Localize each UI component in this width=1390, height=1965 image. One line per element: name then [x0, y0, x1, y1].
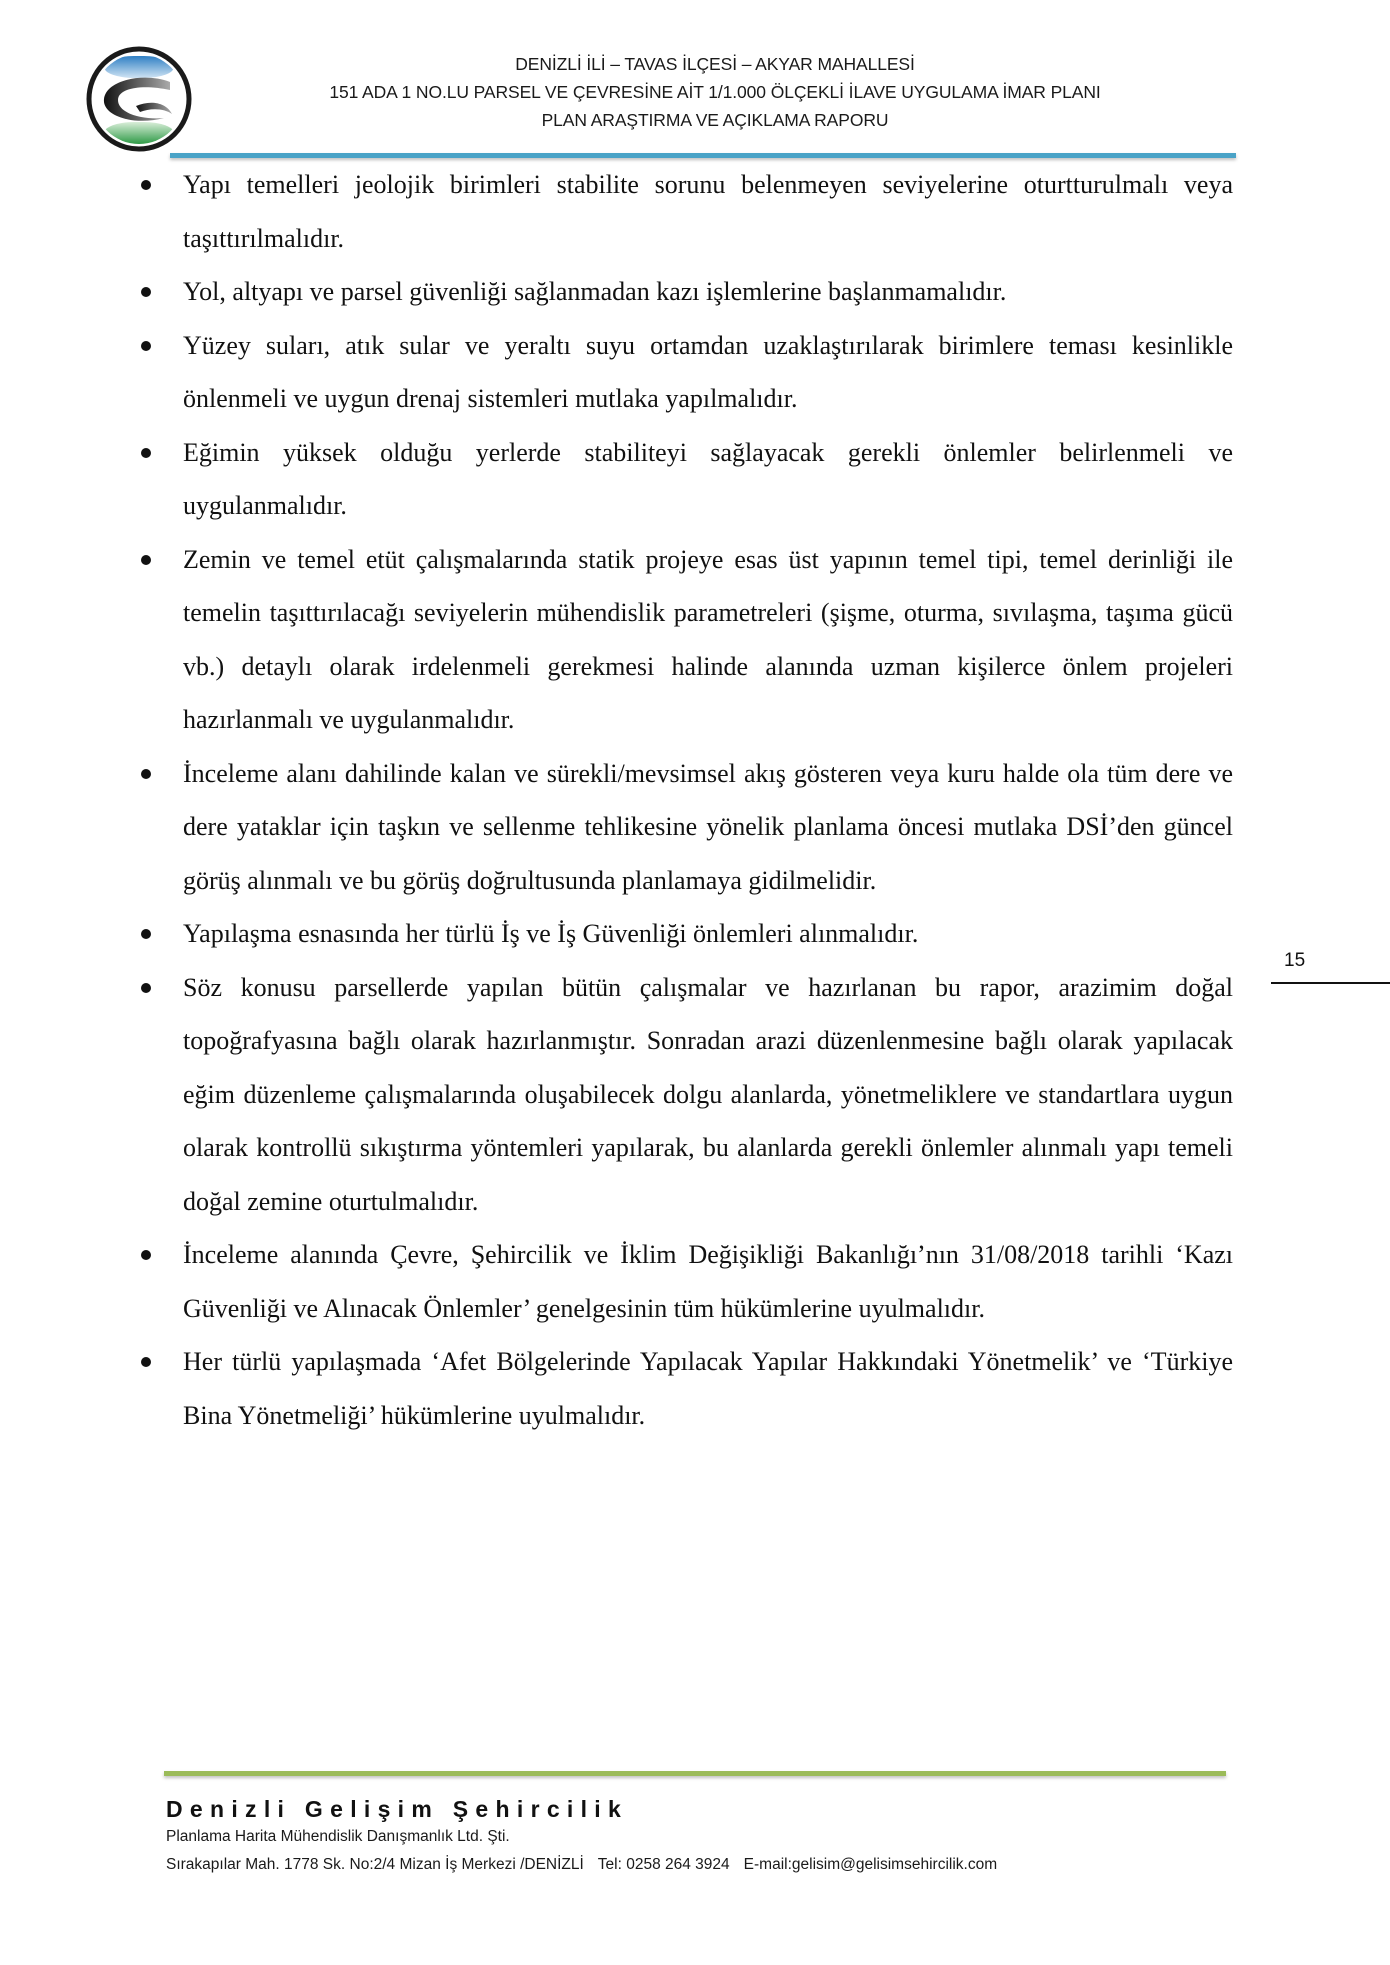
page-number: 15 — [1284, 950, 1306, 971]
footer-contact — [166, 1856, 997, 1874]
footer-company-subtitle: Planlama Harita Mühendislik Danışmanlık Ltd. Şti. — [166, 1828, 510, 1845]
footer-phone: Tel: 0258 264 3924 — [597, 1856, 730, 1873]
bullet-list — [0, 158, 1390, 1442]
list-item: Zemin ve temel etüt çalışmalarında statik projeye esas üst yapının temel tipi, temel derinliği ile temelin taşıttırılacağı seviyelerin mühendislik parametreleri (şişme, oturma, sıvılaşma, taşıma gücü vb.) detaylı olarak irdelenmeli gerekmesi halinde alanında uzman kişilerce önlem projeleri hazırlanmalı ve uygulanmalıdır. — [183, 533, 1233, 747]
bullet-icon — [141, 769, 151, 779]
footer-email: E-mail:gelisim@gelisimsehircilik.com — [743, 1856, 998, 1873]
bullet-icon — [141, 1250, 151, 1260]
list-item: İnceleme alanı dahilinde kalan ve sürekli/mevsimsel akış gösteren veya kuru halde ola tüm dere ve dere yataklar için taşkın ve sellenme tehlikesine yönelik planlama öncesi mutlaka DSİ’den güncel görüş alınmalı ve bu görüş doğrultusunda planlamaya gidilmelidir. — [183, 747, 1233, 908]
bullet-icon — [141, 555, 151, 565]
footer-divider — [164, 1771, 1226, 1776]
bullet-icon — [141, 929, 151, 939]
list-item: Yapılaşma esnasında her türlü İş ve İş Güvenliği önlemleri alınmalıdır. — [183, 907, 1233, 961]
footer-company-name: Denizli Gelişim Şehircilik — [166, 1796, 629, 1822]
list-item: Eğimin yüksek olduğu yerlerde stabiliteyi sağlayacak gerekli önlemler belirlenmeli ve uygulanmalıdır. — [183, 426, 1233, 533]
list-item: Yol, altyapı ve parsel güvenliği sağlanmadan kazı işlemlerine başlanmamalıdır. — [183, 265, 1233, 319]
bullet-icon — [141, 287, 151, 297]
footer-address: Sırakapılar Mah. 1778 Sk. No:2/4 Mizan İş Merkezi /DENİZLİ — [166, 1856, 584, 1873]
header-line-report: PLAN ARAŞTIRMA VE AÇIKLAMA RAPORU — [541, 110, 889, 130]
header-line-location: DENİZLİ İLİ – TAVAS İLÇESİ – AKYAR MAHALLESİ — [515, 54, 915, 74]
list-item: Her türlü yapılaşmada ‘Afet Bölgelerinde Yapılacak Yapılar Hakkındaki Yönetmelik’ ve ‘Türkiye Bina Yönetmeliği’ hükümlerine uyulmalıdır. — [183, 1335, 1233, 1442]
list-item: Yüzey suları, atık sular ve yeraltı suyu ortamdan uzaklaştırılarak birimlere teması kesinlikle önlenmeli ve uygun drenaj sistemleri mutlaka yapılmalıdır. — [183, 319, 1233, 426]
company-logo-icon — [84, 44, 194, 154]
bullet-icon — [141, 1357, 151, 1367]
bullet-icon — [141, 983, 151, 993]
bullet-icon — [141, 180, 151, 190]
bullet-icon — [141, 448, 151, 458]
bullet-icon — [141, 341, 151, 351]
list-item: Yapı temelleri jeolojik birimleri stabilite sorunu belenmeyen seviyelerine oturtturulmalı veya taşıttırılmalıdır. — [183, 158, 1233, 265]
header-line-plan: 151 ADA 1 NO.LU PARSEL VE ÇEVRESİNE AİT 1/1.000 ÖLÇEKLİ İLAVE UYGULAMA İMAR PLANI — [329, 82, 1101, 102]
list-item: Söz konusu parsellerde yapılan bütün çalışmalar ve hazırlanan bu rapor, arazimim doğal topoğrafyasına bağlı olarak hazırlanmıştır. Sonradan arazi düzenlenmesine bağlı olarak yapılacak eğim düzenleme çalışmalarında oluşabilecek dolgu alanlarda, yönetmeliklere ve standartlara uygun olarak kontrollü sıkıştırma yöntemleri yapılarak, bu alanlarda gerekli önlemler alınmalı yapı temeli doğal zemine oturtulmalıdır. — [183, 961, 1233, 1229]
page-number-underline — [1271, 982, 1390, 984]
list-item: İnceleme alanında Çevre, Şehircilik ve İklim Değişikliği Bakanlığı’nın 31/08/2018 tarihli ‘Kazı Güvenliği ve Alınacak Önlemler’ genelgesinin tüm hükümlerine uyulmalıdır. — [183, 1228, 1233, 1335]
document-header — [240, 50, 1190, 134]
